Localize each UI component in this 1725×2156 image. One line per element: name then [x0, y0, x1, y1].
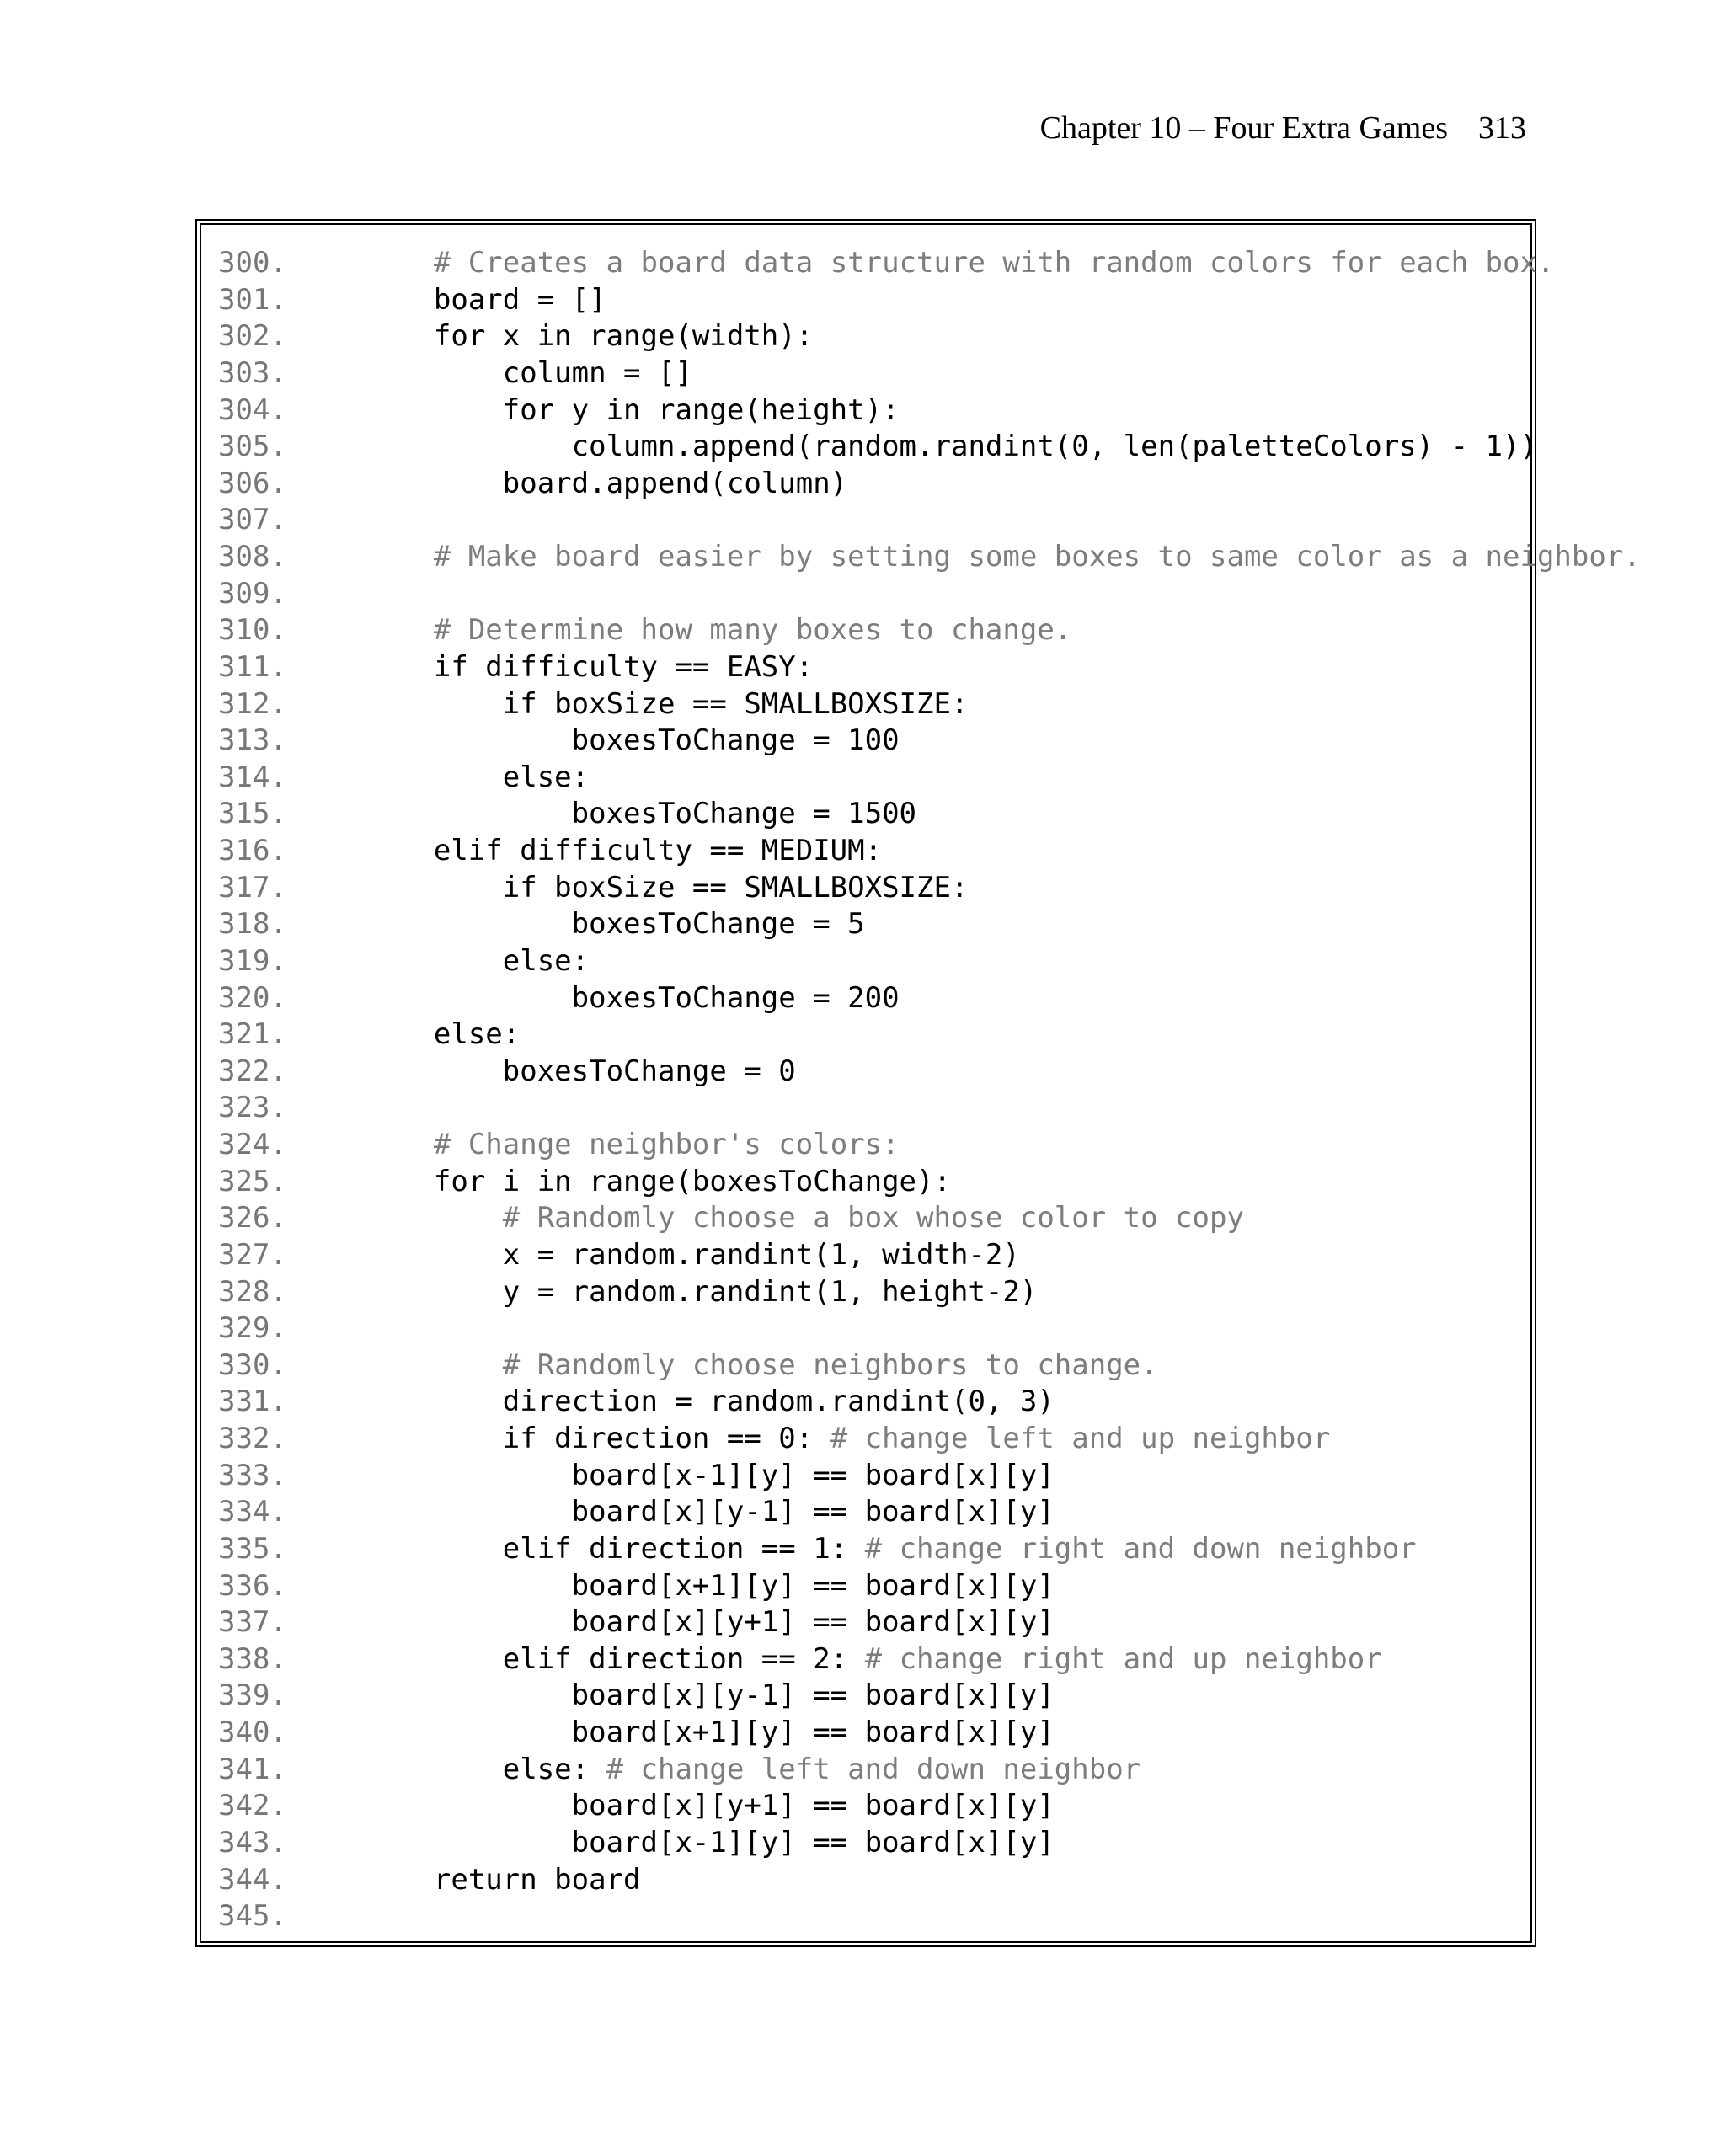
code-listing-box: [195, 219, 1641, 1947]
code-line: [218, 1164, 1641, 1201]
line-comment: # change left and down neighbor: [606, 1752, 1141, 1786]
line-number: 334.: [218, 1495, 287, 1529]
line-number: 303.: [218, 355, 287, 390]
code-line: [218, 1200, 1641, 1237]
line-code: board = []: [365, 282, 606, 317]
line-number: 321.: [218, 1017, 287, 1052]
line-comment: # Change neighbor's colors:: [433, 1128, 900, 1161]
line-number: 329.: [218, 1311, 287, 1346]
line-comment: # Creates a board data structure with random colors for each box.: [433, 246, 1555, 280]
line-number: 314.: [218, 760, 287, 794]
line-number: 324.: [218, 1128, 287, 1161]
line-comment: # Determine how many boxes to change.: [433, 613, 1072, 648]
code-line: [218, 1604, 1641, 1641]
line-code: elif direction == 2:: [365, 1641, 865, 1676]
line-number: 328.: [218, 1274, 287, 1309]
code-line: [218, 833, 1641, 870]
line-code: direction = random.randint(0, 3): [365, 1385, 1055, 1419]
line-number: 333.: [218, 1458, 287, 1492]
line-number: 308.: [218, 540, 287, 574]
code-line: [218, 1054, 1641, 1091]
code-line: [218, 1017, 1641, 1054]
code-line: [218, 282, 1641, 319]
line-code: boxesToChange = 5: [365, 907, 865, 942]
page-header: [1040, 108, 1526, 148]
code-line: [218, 1678, 1641, 1715]
line-code: [365, 1348, 503, 1382]
line-number: 330.: [218, 1348, 287, 1382]
code-line: [218, 1715, 1641, 1752]
code-line: [218, 1348, 1641, 1385]
code-line: [218, 1127, 1641, 1164]
code-line: [218, 576, 1641, 613]
line-code: [365, 540, 434, 574]
line-code: for i in range(boxesToChange):: [365, 1164, 951, 1198]
line-number: 311.: [218, 649, 287, 684]
code-line: [218, 906, 1641, 943]
line-number: 331.: [218, 1385, 287, 1419]
line-number: 322.: [218, 1054, 287, 1088]
line-comment: # Randomly choose neighbors to change.: [502, 1348, 1158, 1382]
line-code: board[x+1][y] == board[x][y]: [365, 1716, 1055, 1749]
line-code: boxesToChange = 100: [365, 723, 900, 758]
page-number: 313: [1478, 110, 1526, 146]
line-number: 317.: [218, 870, 287, 905]
code-line: [218, 1641, 1641, 1678]
line-number: 300.: [218, 246, 287, 280]
code-line: [218, 1310, 1641, 1348]
code-line: [218, 686, 1641, 723]
line-comment: # change left and up neighbor: [830, 1422, 1331, 1455]
line-number: 342.: [218, 1789, 287, 1823]
code-line: [218, 1862, 1641, 1899]
line-code: board[x+1][y] == board[x][y]: [365, 1568, 1055, 1603]
line-code: if boxSize == SMALLBOXSIZE:: [365, 686, 969, 721]
line-code: y = random.randint(1, height-2): [365, 1274, 1038, 1309]
line-number: 326.: [218, 1201, 287, 1235]
line-number: 337.: [218, 1605, 287, 1640]
code-listing: [218, 245, 1641, 1935]
line-code: column.append(random.randint(0, len(paletteColors) - 1)): [365, 430, 1537, 464]
line-code: board[x][y-1] == board[x][y]: [365, 1495, 1055, 1529]
line-code: board[x][y+1] == board[x][y]: [365, 1789, 1055, 1823]
line-number: 343.: [218, 1825, 287, 1860]
line-number: 323.: [218, 1091, 287, 1125]
line-number: 312.: [218, 686, 287, 721]
line-code: boxesToChange = 200: [365, 980, 900, 1015]
line-code: if difficulty == EASY:: [365, 649, 814, 684]
line-number: 325.: [218, 1164, 287, 1198]
code-line: [218, 1090, 1641, 1127]
line-code: [365, 246, 434, 280]
line-code: for x in range(width):: [365, 319, 814, 354]
line-number: 345.: [218, 1899, 287, 1934]
code-line: [218, 1274, 1641, 1311]
code-line: [218, 1384, 1641, 1421]
line-code: boxesToChange = 1500: [365, 797, 917, 831]
code-line: [218, 943, 1641, 980]
line-number: 338.: [218, 1641, 287, 1676]
line-code: if boxSize == SMALLBOXSIZE:: [365, 870, 969, 905]
chapter-title: Chapter 10 – Four Extra Games: [1039, 110, 1448, 146]
code-line: [218, 318, 1641, 355]
code-line: [218, 429, 1641, 466]
code-line: [218, 870, 1641, 907]
line-code: elif difficulty == MEDIUM:: [365, 834, 883, 867]
line-number: 306.: [218, 466, 287, 500]
line-number: 310.: [218, 613, 287, 648]
line-code: [365, 1201, 503, 1235]
line-number: 301.: [218, 282, 287, 317]
line-number: 344.: [218, 1862, 287, 1897]
line-code: if direction == 0:: [365, 1422, 830, 1455]
line-code: board[x-1][y] == board[x][y]: [365, 1825, 1055, 1860]
code-line: [218, 1898, 1641, 1935]
line-code: [365, 1128, 434, 1161]
line-code: elif direction == 1:: [365, 1531, 865, 1566]
code-line: [218, 392, 1641, 430]
code-line: [218, 1458, 1641, 1495]
line-code: else:: [365, 760, 590, 794]
line-number: 318.: [218, 907, 287, 942]
code-line: [218, 539, 1641, 576]
code-line: [218, 723, 1641, 760]
code-line: [218, 796, 1641, 833]
line-number: 302.: [218, 319, 287, 354]
line-number: 320.: [218, 980, 287, 1015]
line-code: [365, 613, 434, 647]
code-line: [218, 245, 1641, 282]
line-number: 327.: [218, 1237, 287, 1272]
line-number: 319.: [218, 943, 287, 978]
line-code: board[x-1][y] == board[x][y]: [365, 1458, 1055, 1492]
line-comment: # Make board easier by setting some boxes to same color as a neighbor.: [433, 540, 1641, 574]
line-code: else:: [365, 1017, 521, 1052]
line-number: 336.: [218, 1568, 287, 1603]
line-code: boxesToChange = 0: [365, 1054, 796, 1088]
code-line: [218, 1494, 1641, 1531]
code-line: [218, 1237, 1641, 1274]
line-code: column = []: [365, 355, 692, 390]
line-number: 339.: [218, 1678, 287, 1713]
line-number: 309.: [218, 576, 287, 611]
line-number: 305.: [218, 430, 287, 464]
code-line: [218, 355, 1641, 392]
line-number: 315.: [218, 797, 287, 831]
line-code: else:: [365, 1752, 606, 1786]
line-code: board.append(column): [365, 466, 848, 500]
line-code: x = random.randint(1, width-2): [365, 1237, 1020, 1272]
line-number: 335.: [218, 1531, 287, 1566]
line-comment: # change right and down neighbor: [864, 1531, 1417, 1566]
line-code: for y in range(height):: [365, 392, 900, 427]
line-comment: # Randomly choose a box whose color to copy: [502, 1201, 1244, 1235]
line-number: 313.: [218, 723, 287, 758]
line-number: 316.: [218, 834, 287, 867]
code-line: [218, 502, 1641, 539]
code-line: [218, 1825, 1641, 1862]
code-line: [218, 1421, 1641, 1458]
line-code: board[x][y-1] == board[x][y]: [365, 1678, 1055, 1713]
code-line: [218, 612, 1641, 649]
line-code: board[x][y+1] == board[x][y]: [365, 1605, 1055, 1640]
code-line: [218, 466, 1641, 503]
line-number: 340.: [218, 1716, 287, 1749]
line-comment: # change right and up neighbor: [864, 1641, 1382, 1676]
code-line: [218, 980, 1641, 1017]
line-number: 307.: [218, 503, 287, 537]
line-number: 332.: [218, 1422, 287, 1455]
code-line: [218, 649, 1641, 686]
line-number: 304.: [218, 392, 287, 427]
line-code: else:: [365, 943, 590, 978]
code-line: [218, 1531, 1641, 1568]
line-code: return board: [365, 1862, 641, 1897]
code-line: [218, 760, 1641, 797]
code-line: [218, 1568, 1641, 1605]
code-line: [218, 1788, 1641, 1825]
code-line: [218, 1752, 1641, 1789]
line-number: 341.: [218, 1752, 287, 1786]
